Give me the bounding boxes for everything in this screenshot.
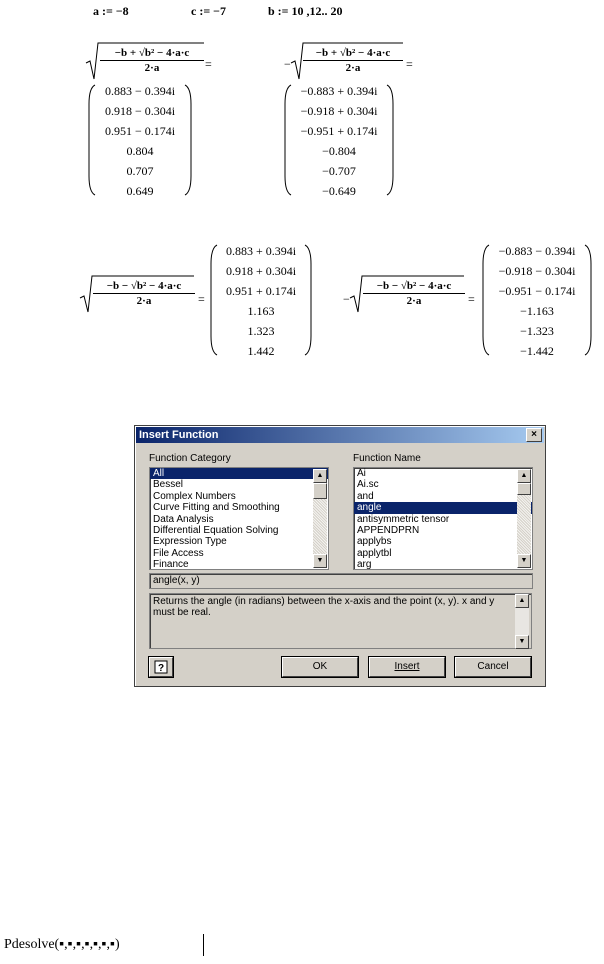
close-button[interactable]	[526, 428, 542, 442]
matrix-cell: −1.163	[520, 304, 554, 318]
matrix-cell: −0.951 − 0.174i	[498, 284, 576, 298]
scroll-up-button[interactable]: ▲	[313, 469, 327, 483]
insert-label: Insert	[394, 661, 420, 672]
matrix-cell: 0.951 + 0.174i	[225, 284, 297, 298]
scroll-down-button[interactable]: ▼	[515, 635, 529, 649]
svg-text:?: ?	[158, 663, 165, 674]
list-item[interactable]: Ai.sc	[357, 479, 379, 491]
description-scrollbar[interactable]	[515, 594, 529, 649]
matrix-cell: −0.918 + 0.304i	[300, 104, 378, 118]
function-name-label: Function Name	[353, 453, 421, 464]
list-item[interactable]: and	[357, 490, 374, 502]
function-category-list[interactable]	[149, 467, 329, 570]
list-item[interactable]: Differential Equation Solving	[153, 524, 279, 536]
list-item[interactable]: Bessel	[153, 479, 184, 491]
matrix-cell: −0.883 − 0.394i	[498, 244, 576, 258]
insert-button[interactable]	[369, 657, 445, 677]
matrix-cell: 0.883 + 0.394i	[225, 244, 297, 258]
matrix-cell: −0.951 + 0.174i	[300, 124, 378, 138]
list-item[interactable]: arg	[357, 559, 372, 570]
equals-sign: =	[205, 57, 212, 71]
close-icon: ×	[531, 429, 537, 440]
matrix-cell: 1.163	[247, 304, 275, 318]
insert-function-dialog	[134, 425, 546, 687]
negative-sign: −	[284, 57, 291, 71]
result-matrix-4	[482, 244, 592, 356]
scroll-thumb[interactable]	[517, 483, 531, 495]
minus-fraction	[93, 280, 195, 307]
matrix-cell: −0.883 + 0.394i	[300, 84, 378, 98]
list-item[interactable]: applytbl	[357, 547, 392, 559]
list-item[interactable]: APPENDPRN	[357, 524, 420, 536]
list-item[interactable]: Finance	[153, 559, 189, 570]
list-item[interactable]: File Access	[153, 547, 204, 559]
matrix-cell: −0.918 − 0.304i	[498, 264, 576, 278]
matrix-cell: −0.649	[322, 184, 356, 198]
matrix-cell: 0.918 − 0.304i	[104, 104, 176, 118]
list-item[interactable]: Complex Numbers	[153, 490, 236, 502]
result-matrix-1	[88, 84, 192, 196]
plus-fraction	[100, 47, 204, 74]
plus-numerator: −b + √b² − 4·a·c	[303, 47, 403, 61]
list-item[interactable]: Expression Type	[153, 536, 227, 548]
function-signature: angle(x, y)	[149, 573, 533, 589]
matrix-cell: 0.707	[126, 164, 154, 178]
result-matrix-2	[284, 84, 394, 196]
list-item[interactable]: applybs	[357, 536, 392, 548]
pdesolve-text: Pdesolve(▪,▪,▪,▪,▪,▪,▪)	[4, 937, 120, 952]
b-definition: b := 10 ,12.. 20	[268, 4, 343, 18]
ok-button[interactable]: OK	[282, 657, 358, 677]
scroll-down-button[interactable]: ▼	[313, 554, 327, 568]
matrix-cell: 0.804	[126, 144, 154, 158]
matrix-cell: 1.442	[247, 344, 275, 358]
matrix-cell: 0.883 − 0.394i	[104, 84, 176, 98]
scroll-up-button[interactable]: ▲	[517, 469, 531, 483]
equals-sign: =	[198, 292, 205, 306]
denominator: 2·a	[144, 62, 160, 74]
minus-numerator: −b − √b² − 4·a·c	[363, 280, 465, 294]
scroll-up-button[interactable]: ▲	[515, 594, 529, 608]
equals-sign: =	[468, 292, 475, 306]
description-text: Returns the angle (in radians) between the x-axis and the point (x, y). x and y must be real.	[153, 596, 495, 618]
scroll-down-button[interactable]: ▼	[517, 554, 531, 568]
cancel-button[interactable]: Cancel	[455, 657, 531, 677]
a-definition: a := −8	[93, 4, 129, 18]
list-item[interactable]: angle	[354, 502, 532, 513]
list-item[interactable]: All	[150, 468, 328, 479]
matrix-cell: 0.649	[126, 184, 154, 198]
denominator: 2·a	[406, 295, 422, 307]
function-category-label: Function Category	[149, 453, 231, 464]
matrix-cell: 1.323	[247, 324, 275, 338]
matrix-cell: −1.323	[520, 324, 554, 338]
help-icon	[154, 660, 168, 674]
minus-numerator: −b − √b² − 4·a·c	[93, 280, 195, 294]
matrix-cell: 0.918 + 0.304i	[225, 264, 297, 278]
help-button[interactable]	[149, 657, 173, 677]
c-definition: c := −7	[191, 4, 226, 18]
list-item[interactable]: Data Analysis	[153, 513, 214, 525]
function-description	[149, 593, 532, 649]
matrix-cell: −0.707	[322, 164, 356, 178]
function-name-list[interactable]	[353, 467, 533, 570]
equals-sign: =	[406, 57, 413, 71]
plus-numerator: −b + √b² − 4·a·c	[100, 47, 204, 61]
denominator: 2·a	[136, 295, 152, 307]
pdesolve-expression[interactable]	[4, 937, 120, 953]
result-matrix-3	[210, 244, 312, 356]
scroll-thumb[interactable]	[313, 483, 327, 499]
name-scrollbar[interactable]	[517, 469, 531, 568]
cursor	[203, 934, 204, 956]
plus-fraction	[303, 47, 403, 74]
dialog-title: Insert Function	[136, 427, 544, 443]
negative-sign: −	[343, 292, 350, 306]
list-item[interactable]: Ai	[357, 468, 366, 479]
matrix-cell: −0.804	[322, 144, 356, 158]
list-item[interactable]: antisymmetric tensor	[357, 513, 450, 525]
denominator: 2·a	[345, 62, 361, 74]
category-scrollbar[interactable]	[313, 469, 327, 568]
list-item[interactable]: Curve Fitting and Smoothing	[153, 502, 280, 514]
minus-fraction	[363, 280, 465, 307]
matrix-cell: −1.442	[520, 344, 554, 358]
matrix-cell: 0.951 − 0.174i	[104, 124, 176, 138]
